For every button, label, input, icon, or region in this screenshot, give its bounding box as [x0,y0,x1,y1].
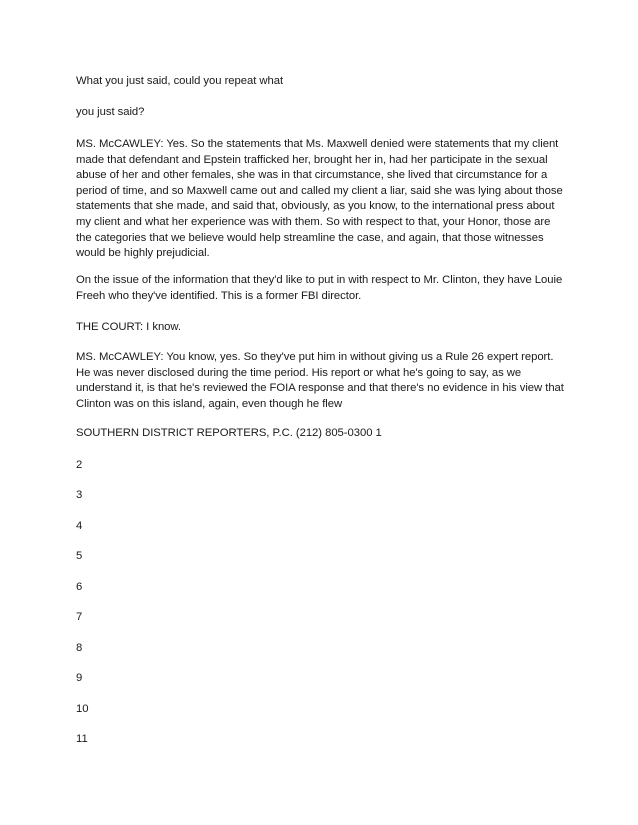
reporter-footer-line: SOUTHERN DISTRICT REPORTERS, P.C. (212) 805-0300 1 [76,427,382,439]
paragraph-mccawley-rule26: MS. McCAWLEY: You know, yes. So they've put him in without giving us a Rule 26 expert report. He was never disclosed during the time period. His report or what he's going to say, as we understand it, is that he's reviewed the FOIA response and that there's no evidence in his view that Clinton was on this island, again, even though he flew [76,351,564,410]
line-number: 10 [76,703,89,715]
paragraph-mccawley-statements: MS. McCAWLEY: Yes. So the statements that Ms. Maxwell denied were statements that my client made that defendant and Epstein trafficked her, brought her in, had her participate in the sexual abuse of her and other females, she was in that circumstance, she lived that circumstance for a period of time, and so Maxwell came out and called my client a liar, said she was lying about those statements that she made, and said that, obviously, as you know, to the international press about my client and what her experience was with them. So with respect to that, your Honor, those are the categories that we believe would help streamline the case, and again, that those witnesses would be highly prejudicial. [76,138,563,260]
line-number: 8 [76,642,83,654]
paragraph-court-i-know: THE COURT: I know. [76,321,181,333]
line-number: 4 [76,520,83,532]
line-number: 2 [76,459,83,471]
paragraph-question-end: you just said? [76,106,145,118]
line-number: 9 [76,672,83,684]
line-number: 7 [76,611,83,623]
line-number: 6 [76,581,83,593]
paragraph-clinton-freeh: On the issue of the information that they'd like to put in with respect to Mr. Clinton, they have Louie Freeh who they've identified. This is a former FBI director. [76,274,563,302]
line-number: 11 [76,733,88,745]
line-number: 3 [76,489,83,501]
paragraph-question-continued: What you just said, could you repeat what [76,75,284,87]
line-number: 5 [76,550,83,562]
